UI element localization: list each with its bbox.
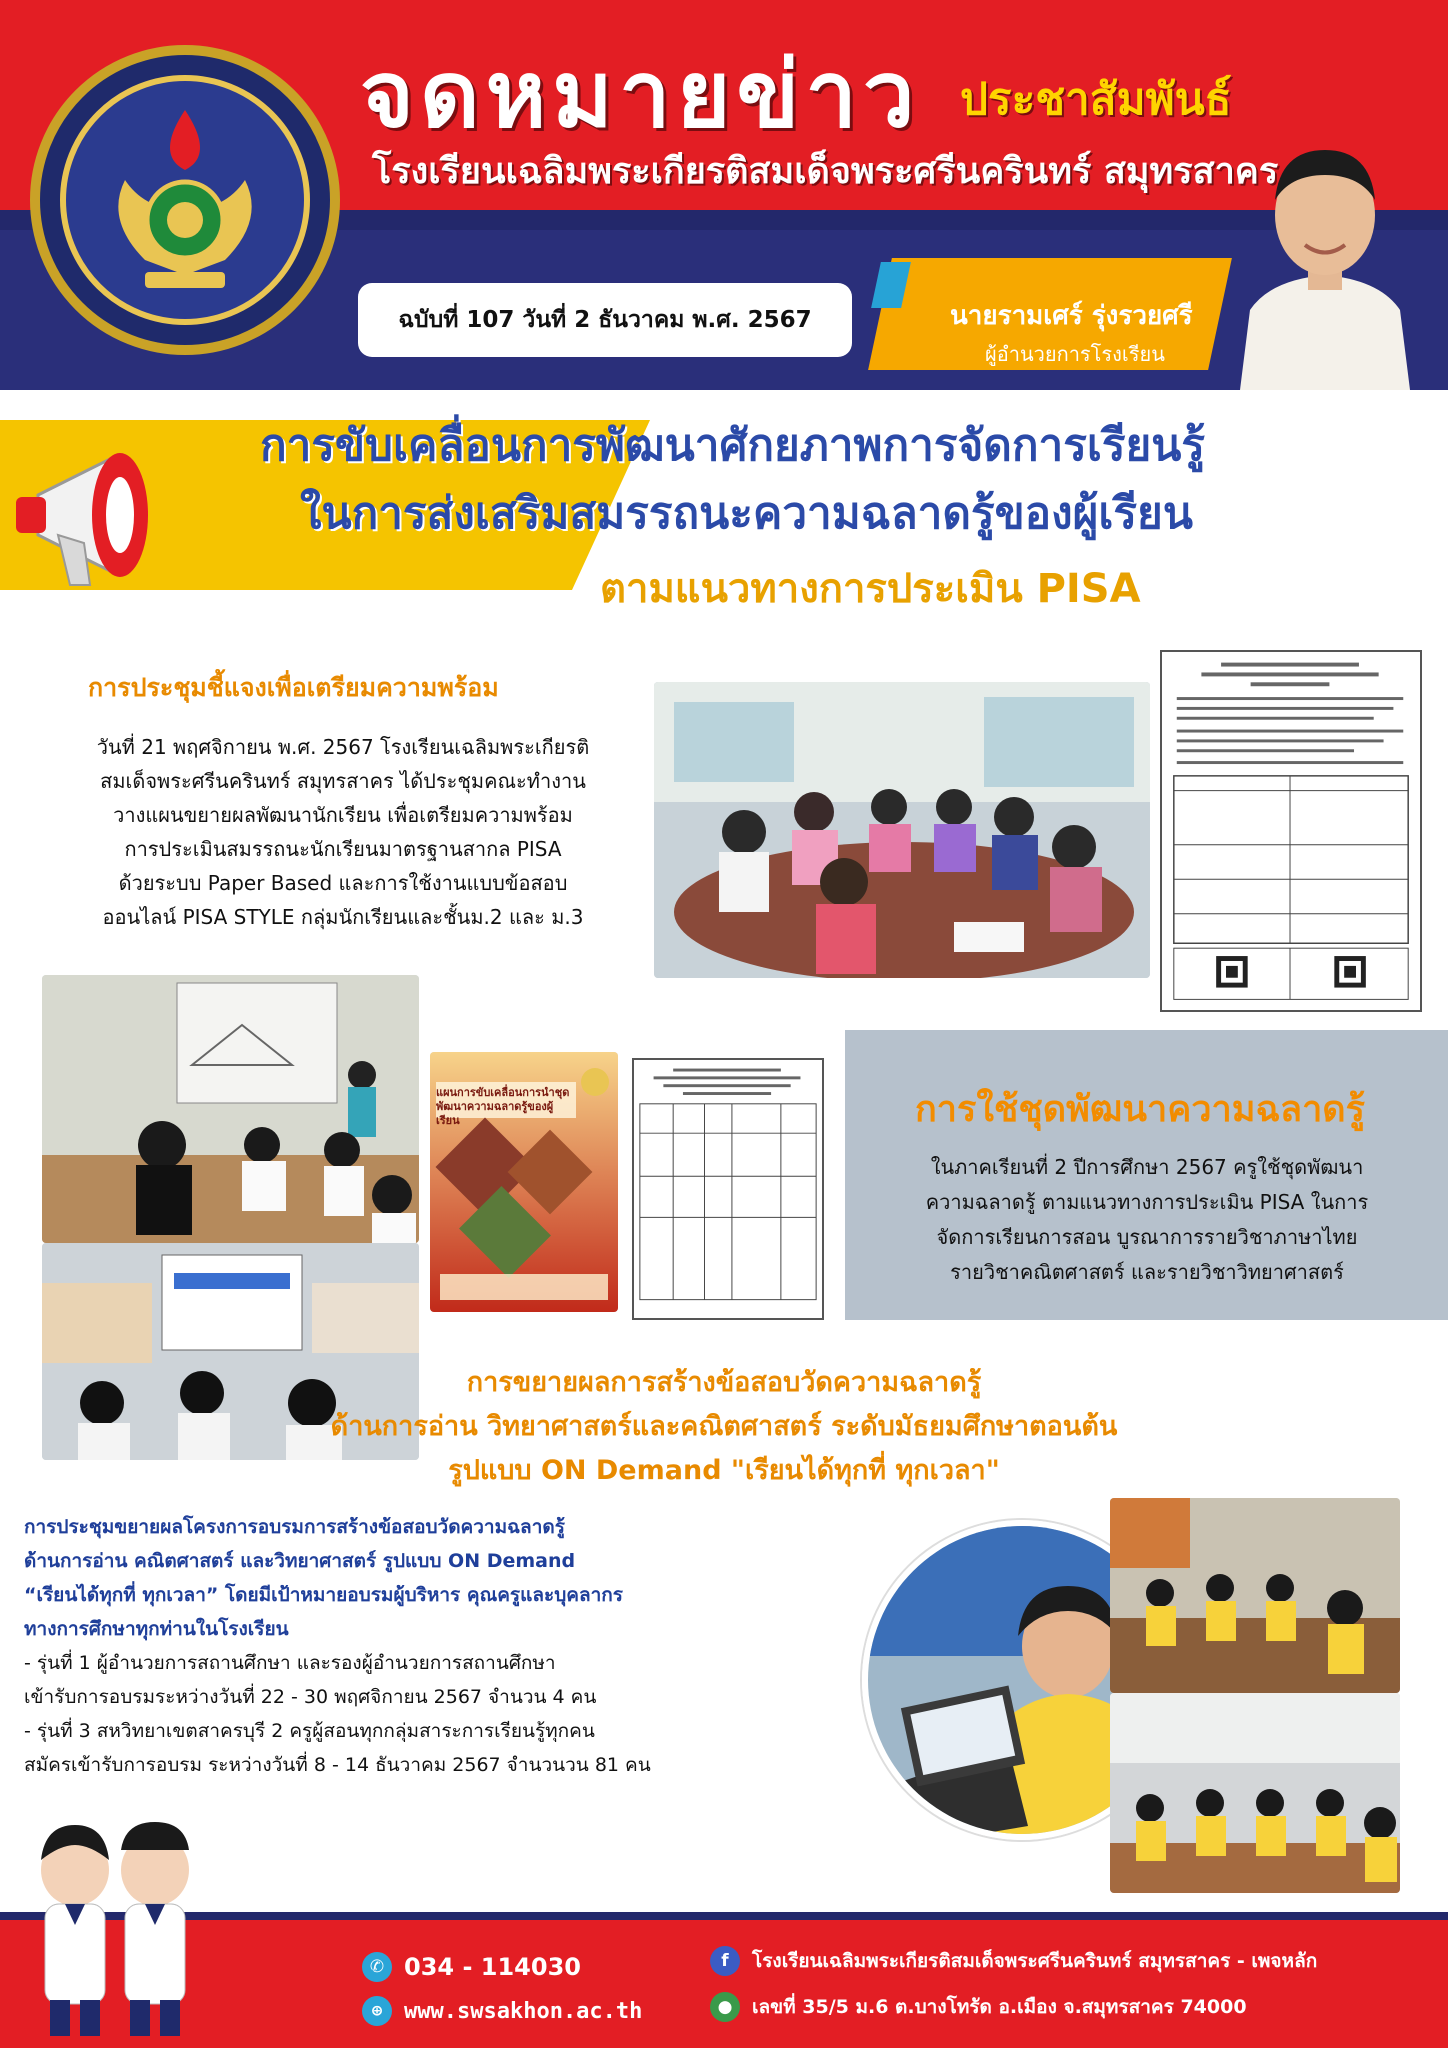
footer-address: [710, 1992, 1247, 2022]
section-3-detail-line: เข้ารับการอบรมระหว่างวันที่ 22 - 30 พฤศจิกายน 2567 จำนวน 4 คน: [24, 1686, 597, 1708]
section-3-intro-line: “เรียนได้ทุกที่ ทุกเวลา” โดยมีเป้าหมายอบรมผู้บริหาร คุณครูและบุคลากร: [24, 1584, 624, 1606]
school-name: โรงเรียนเฉลิมพระเกียรติสมเด็จพระศรีนครินทร์ สมุทรสาคร: [372, 151, 1279, 192]
document-form-image: [1160, 650, 1422, 1012]
section-1-line: ด้วยระบบ Paper Based และการใช้งานแบบข้อสอบ: [118, 871, 568, 895]
classroom-photo-1: [42, 975, 419, 1243]
section-1-line: สมเด็จพระศรีนครินทร์ สมุทรสาคร ได้ประชุมคณะทำงาน: [100, 769, 586, 793]
website-link[interactable]: www.swsakhon.ac.th: [404, 1998, 643, 2024]
director-photo: [1230, 120, 1420, 390]
lesson-plan-document: [632, 1058, 824, 1320]
school-logo: [30, 45, 340, 355]
booklet-title-line-1: แผนการขับเคลื่อนการนำชุด: [436, 1086, 570, 1099]
meeting-photo: [654, 682, 1150, 978]
section-2-heading: การใช้ชุดพัฒนาความฉลาดรู้: [915, 1089, 1365, 1130]
section-2-line: ความฉลาดรู้ ตามแนวทางการประเมิน PISA ในการ: [925, 1190, 1369, 1214]
director-title: ผู้อำนวยการโรงเรียน: [985, 342, 1165, 366]
issue-badge: ฉบับที่ 107 วันที่ 2 ธันวาคม พ.ศ. 2567: [358, 283, 852, 357]
section-1-body: [28, 730, 658, 934]
section-3-detail-line: - รุ่นที่ 1 ผู้อำนวยการสถานศึกษา และรองผู้อำนวยการสถานศึกษา: [24, 1652, 556, 1674]
facebook-page-link[interactable]: โรงเรียนเฉลิมพระเกียรติสมเด็จพระศรีนครินทร์ สมุทรสาคร - เพจหลัก: [752, 1950, 1318, 1972]
address-text: เลขที่ 35/5 ม.6 ต.บางโทรัด อ.เมือง จ.สมุทรสาคร 74000: [752, 1996, 1247, 2018]
phone-number: 034 - 114030: [404, 1953, 581, 1981]
section-3-body: [24, 1510, 814, 1782]
student-mascots: [30, 1800, 200, 2040]
school-emblem-icon: [60, 75, 310, 325]
section-1-heading: การประชุมชี้แจงเพื่อเตรียมความพร้อม: [88, 673, 499, 702]
banner-heading-line-3: ตามแนวทางการประเมิน PISA: [600, 566, 1141, 612]
megaphone-icon: [8, 425, 198, 605]
training-photo-1: [1110, 1498, 1400, 1693]
footer-facebook[interactable]: [710, 1946, 1317, 1976]
footer-phone[interactable]: [362, 1952, 581, 1982]
section-3-intro-line: การประชุมขยายผลโครงการอบรมการสร้างข้อสอบวัดความฉลาดรู้: [24, 1516, 565, 1538]
section-2-line: รายวิชาคณิตศาสตร์ และรายวิชาวิทยาศาสตร์: [950, 1260, 1344, 1284]
section-1-line: วางแผนขยายผลพัฒนานักเรียน เพื่อเตรียมความพร้อม: [113, 803, 573, 827]
section-1-line: การประเมินสมรรถนะนักเรียนมาตรฐานสากล PISA: [124, 837, 562, 861]
section-3-heading-line-3: รูปแบบ ON Demand "เรียนได้ทุกที่ ทุกเวลา": [448, 1455, 1000, 1486]
director-name: นายรามเศร์ รุ่งรวยศรี: [950, 301, 1193, 331]
section-3-heading-line-1: การขยายผลการสร้างข้อสอบวัดความฉลาดรู้: [466, 1367, 982, 1398]
section-3-detail-line: - รุ่นที่ 3 สหวิทยาเขตสาครบุรี 2 ครูผู้สอนทุกกลุ่มสาระการเรียนรู้ทุกคน: [24, 1720, 595, 1742]
phone-icon: ✆: [362, 1952, 392, 1982]
banner-heading-line-1: การขับเคลื่อนการพัฒนาศักยภาพการจัดการเรียนรู้: [260, 420, 1205, 471]
footer-band: [0, 1920, 1448, 2048]
section-2-line: ในภาคเรียนที่ 2 ปีการศึกษา 2567 ครูใช้ชุดพัฒนา: [930, 1155, 1364, 1179]
globe-icon: ⊕: [362, 1996, 392, 2026]
section-1-line: วันที่ 21 พฤศจิกายน พ.ศ. 2567 โรงเรียนเฉลิมพระเกียรติ: [96, 735, 590, 759]
section-3-detail-line: สมัครเข้ารับการอบรม ระหว่างวันที่ 8 - 14 ธันวาคม 2567 จำนวนวน 81 คน: [24, 1754, 651, 1776]
section-2-body: [852, 1150, 1442, 1290]
booklet-title-line-2: พัฒนาความฉลาดรู้ของผู้เรียน: [436, 1100, 554, 1127]
newsletter-subtitle: ประชาสัมพันธ์: [960, 74, 1232, 125]
section-2-line: จัดการเรียนการสอน บูรณาการรายวิชาภาษาไทย: [936, 1225, 1358, 1249]
facebook-icon: f: [710, 1946, 740, 1976]
banner-heading-line-2: ในการส่งเสริมสมรรถนะความฉลาดรู้ของผู้เรียน: [300, 488, 1193, 539]
map-pin-icon: ●: [710, 1992, 740, 2022]
newsletter-title: จดหมายข่าว: [360, 41, 921, 148]
section-1-line: ออนไลน์ PISA STYLE กลุ่มนักเรียนและชั้นม.2 และ ม.3: [102, 905, 584, 929]
booklet-title: [436, 1086, 576, 1128]
footer-website[interactable]: [362, 1996, 642, 2026]
section-3-intro-line: ด้านการอ่าน คณิตศาสตร์ และวิทยาศาสตร์ รูปแบบ ON Demand: [24, 1550, 576, 1572]
section-3-intro-line: ทางการศึกษาทุกท่านในโรงเรียน: [24, 1618, 289, 1640]
training-photo-2: [1110, 1693, 1400, 1893]
section-3-heading-line-2: ด้านการอ่าน วิทยาศาสตร์และคณิตศาสตร์ ระดับมัธยมศึกษาตอนต้น: [330, 1411, 1118, 1442]
